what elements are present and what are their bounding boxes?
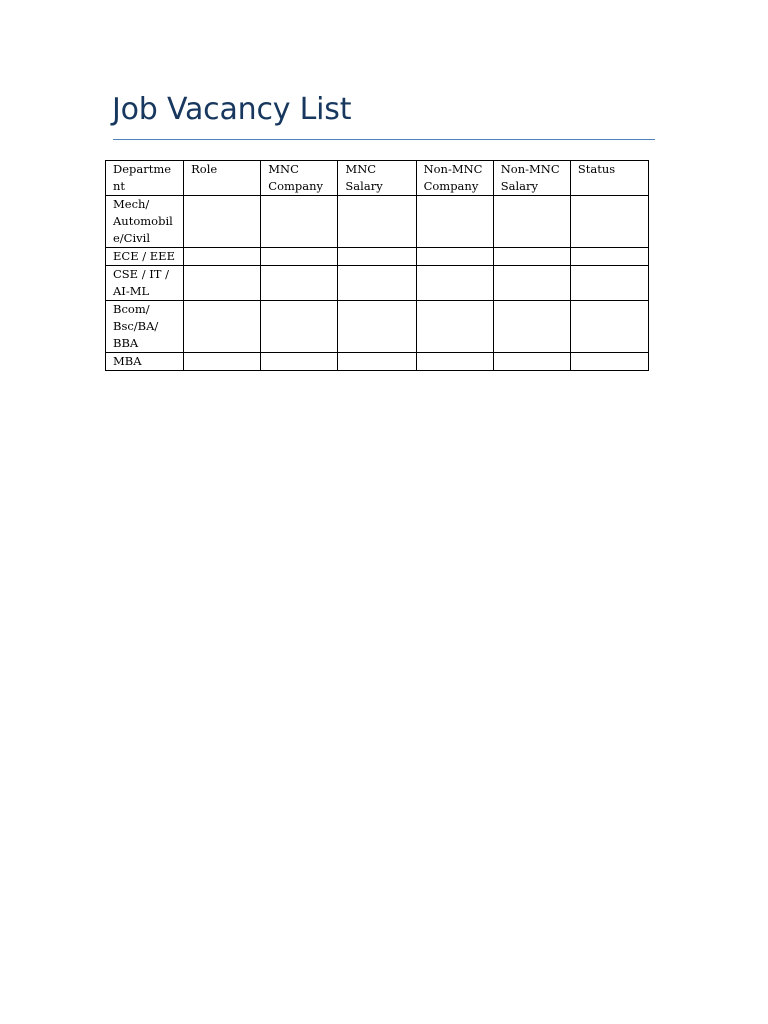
non-mnc-salary-cell <box>493 266 570 301</box>
mnc-salary-cell <box>338 266 416 301</box>
department-cell: Mech/ Automobil e/Civil <box>106 196 184 248</box>
department-cell: CSE / IT / AI-ML <box>106 266 184 301</box>
non-mnc-salary-cell <box>493 196 570 248</box>
role-cell <box>184 248 261 266</box>
status-cell <box>570 248 648 266</box>
status-cell <box>570 266 648 301</box>
role-cell <box>184 266 261 301</box>
header-non-mnc-salary: Non-MNC Salary <box>493 161 570 196</box>
mnc-salary-cell <box>338 196 416 248</box>
header-non-mnc-company: Non-MNC Company <box>416 161 493 196</box>
mnc-company-cell <box>261 248 338 266</box>
table-row <box>106 266 649 301</box>
header-mnc-salary: MNC Salary <box>338 161 416 196</box>
table-row <box>106 353 649 371</box>
table-row <box>106 196 649 248</box>
department-cell: Bcom/ Bsc/BA/ BBA <box>106 301 184 353</box>
header-department: Departme nt <box>106 161 184 196</box>
department-cell: MBA <box>106 353 184 371</box>
non-mnc-company-cell <box>416 353 493 371</box>
mnc-salary-cell <box>338 248 416 266</box>
header-mnc-company: MNC Company <box>261 161 338 196</box>
department-cell: ECE / EEE <box>106 248 184 266</box>
mnc-company-cell <box>261 196 338 248</box>
mnc-company-cell <box>261 353 338 371</box>
table-row <box>106 248 649 266</box>
role-cell <box>184 301 261 353</box>
non-mnc-salary-cell <box>493 353 570 371</box>
status-cell <box>570 353 648 371</box>
mnc-salary-cell <box>338 301 416 353</box>
header-role: Role <box>184 161 261 196</box>
non-mnc-company-cell <box>416 196 493 248</box>
non-mnc-salary-cell <box>493 301 570 353</box>
header-row <box>106 161 649 196</box>
mnc-company-cell <box>261 301 338 353</box>
status-cell <box>570 196 648 248</box>
status-cell <box>570 301 648 353</box>
table-row <box>106 301 649 353</box>
mnc-salary-cell <box>338 353 416 371</box>
non-mnc-company-cell <box>416 301 493 353</box>
non-mnc-company-cell <box>416 248 493 266</box>
role-cell <box>184 353 261 371</box>
title-divider <box>113 139 655 140</box>
job-vacancy-table <box>105 160 649 371</box>
mnc-company-cell <box>261 266 338 301</box>
non-mnc-company-cell <box>416 266 493 301</box>
header-status: Status <box>570 161 648 196</box>
role-cell <box>184 196 261 248</box>
non-mnc-salary-cell <box>493 248 570 266</box>
page-title: Job Vacancy List <box>112 92 352 127</box>
